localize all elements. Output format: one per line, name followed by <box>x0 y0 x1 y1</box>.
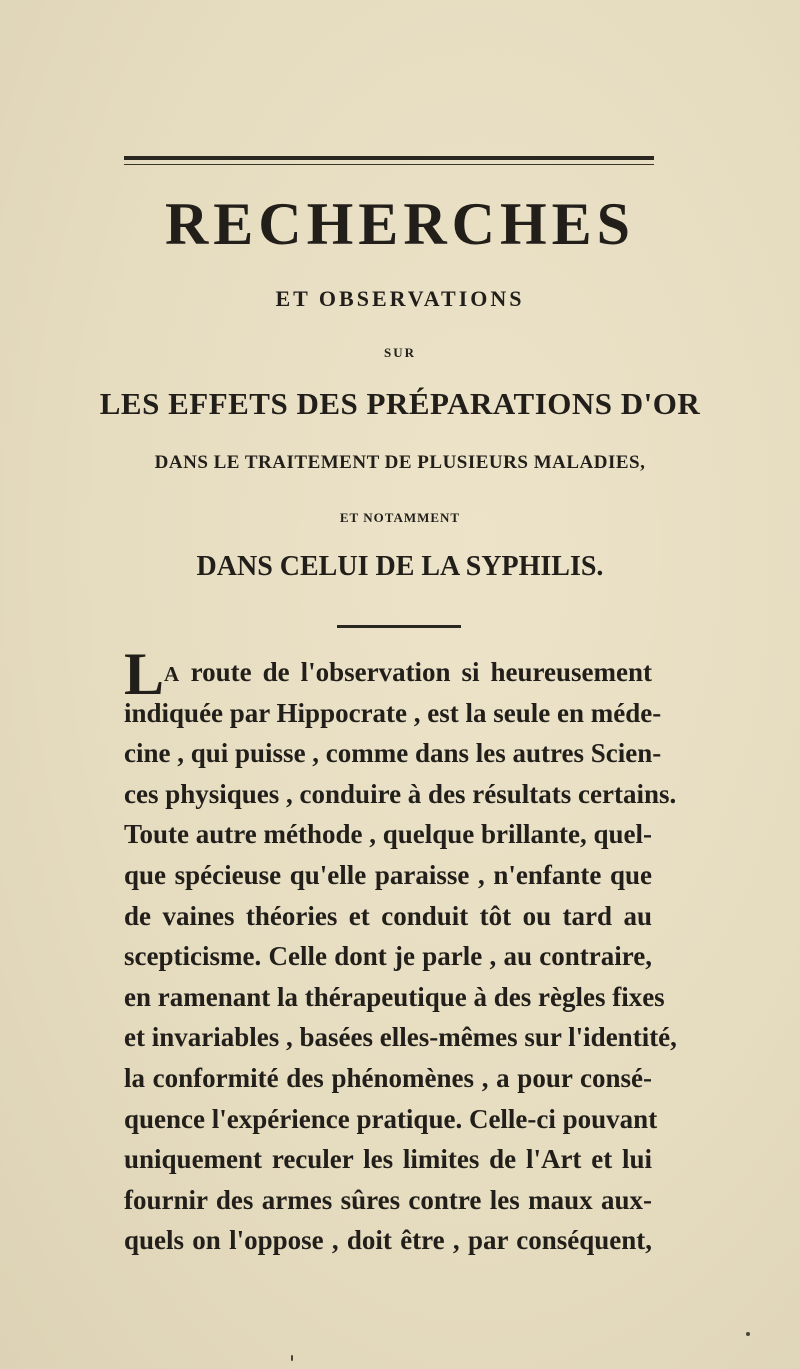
subtitle-observations: ET OBSERVATIONS <box>275 286 525 311</box>
paper-speck <box>291 1355 293 1361</box>
body-line-6: que spécieuse qu'elle paraisse , n'enfante que <box>124 859 652 890</box>
subtitle-notamment: ET NOTAMMENT <box>339 510 461 525</box>
top-double-rule <box>124 156 654 160</box>
body-line-11: la conformité des phénomènes , a pour consé- <box>124 1062 652 1093</box>
body-line-13: uniquement reculer les limites de l'Art et lui <box>124 1144 652 1175</box>
body-line-8: scepticisme. Celle dont je parle , au contraire, <box>124 941 652 972</box>
body-line-5: Toute autre méthode , quelque brillante, quel- <box>124 819 653 850</box>
subtitle-traitement: DANS LE TRAITEMENT DE PLUSIEURS MALADIES, <box>154 452 646 473</box>
drop-cap: L <box>124 641 165 707</box>
subtitle-sur: SUR <box>383 345 416 360</box>
body-line-14: fournir des armes sûres contre les maux aux- <box>124 1184 652 1215</box>
body-line-10: et invariables , basées elles-mêmes sur l'identité, <box>124 1022 677 1053</box>
body-line-9: en ramenant la thérapeutique à des règles fixes <box>124 981 665 1012</box>
subtitle-effets: LES EFFETS DES PRÉPARATIONS D'OR <box>99 386 701 421</box>
section-divider-rule <box>337 625 461 628</box>
body-line-1 <box>124 641 652 707</box>
page-title: RECHERCHES <box>164 191 636 257</box>
body-line-text: route de l'observation si heureusement <box>179 657 652 687</box>
body-line-2: indiquée par Hippocrate , est la seule en méde- <box>124 697 662 728</box>
body-line-4: ces physiques , conduire à des résultats certains. <box>124 778 677 809</box>
body-paragraph <box>124 641 677 1261</box>
body-line-15: quels on l'oppose , doit être , par conséquent, <box>124 1225 652 1256</box>
subtitle-syphilis: DANS CELUI DE LA SYPHILIS. <box>196 551 604 582</box>
drop-cap-continuation: A <box>164 662 180 686</box>
body-line-3: cine , qui puisse , comme dans les autres Scien- <box>124 738 662 769</box>
body-line-12: quence l'expérience pratique. Celle-ci pouvant <box>124 1103 658 1134</box>
body-line-7: de vaines théories et conduit tôt ou tard au <box>124 900 652 931</box>
paper-speck <box>746 1332 750 1336</box>
